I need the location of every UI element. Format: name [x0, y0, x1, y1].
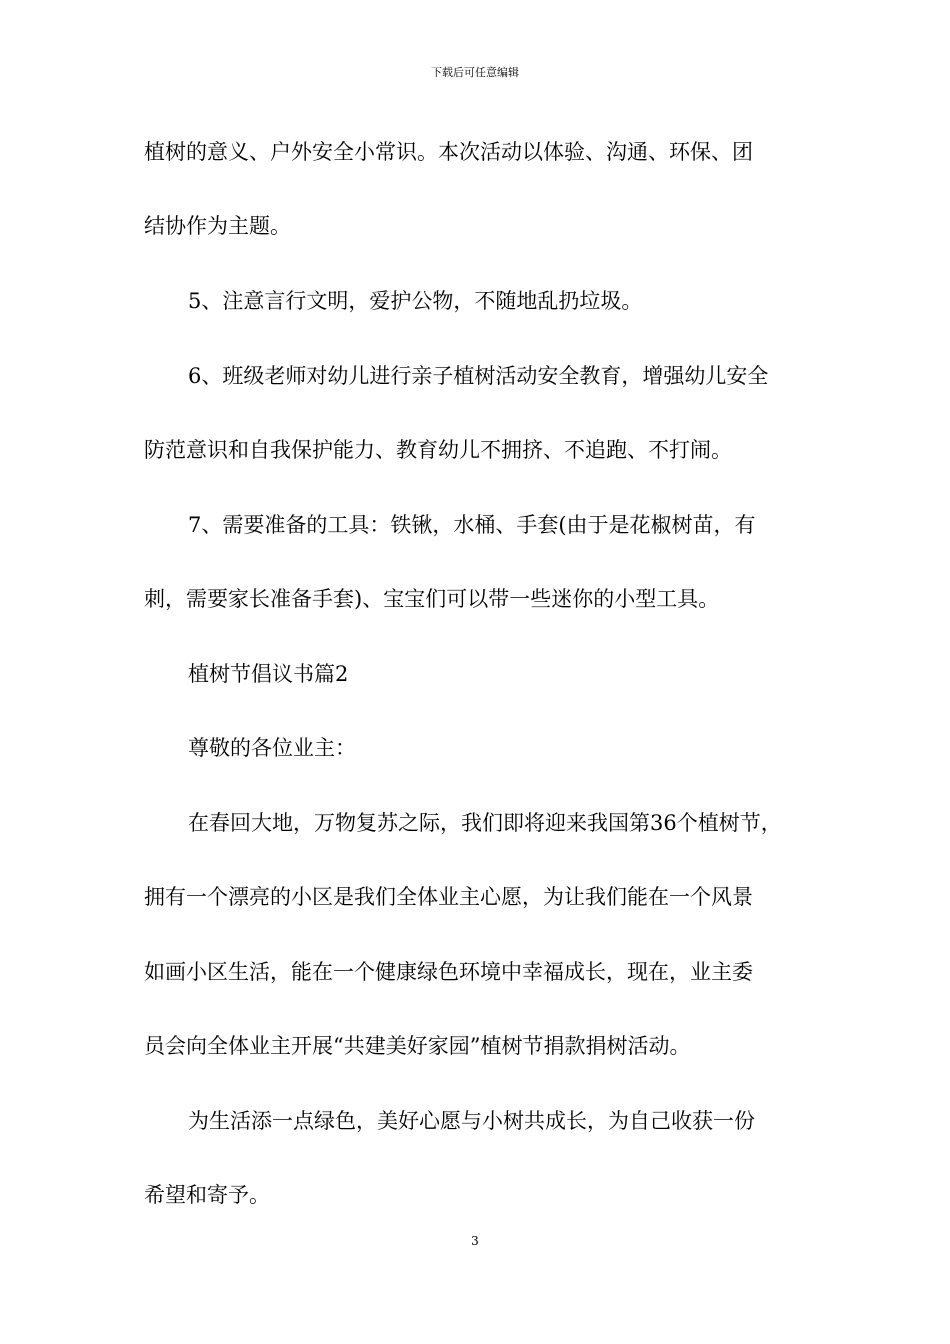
text-line: 防范意识和自我保护能力、教育幼儿不拥挤、不追跑、不打闹。: [144, 438, 732, 462]
text-line: 拥有一个漂亮的小区是我们全体业主心愿，为让我们能在一个风景: [144, 885, 753, 909]
text-line: 6、班级老师对幼儿进行亲子植树活动安全教育，增强幼儿安全: [188, 364, 769, 388]
text-line: 5、注意言行文明，爱护公物，不随地乱扔垃圾。: [188, 289, 643, 313]
salutation: 尊敬的各位业主：: [188, 736, 356, 760]
text-line: 结协作为主题。: [144, 214, 291, 238]
text-line: 为生活添一点绿色，美好心愿与小树共成长，为自己收获一份: [188, 1109, 755, 1133]
text-line: 7、需要准备的工具：铁锹，水桶、手套(由于是花椒树苗，有: [188, 513, 756, 537]
text-line: 员会向全体业主开展“共建美好家园”植树节捐款捐树活动。: [144, 1034, 691, 1058]
text-line: 如画小区生活，能在一个健康绿色环境中幸福成长，现在，业主委: [144, 960, 753, 984]
text-line: 在春回大地，万物复苏之际，我们即将迎来我国第36个植树节，: [188, 811, 782, 835]
text-line: 刺，需要家长准备手套)、宝宝们可以带一些迷你的小型工具。: [144, 587, 720, 611]
section-heading: 植树节倡议书篇2: [188, 662, 349, 686]
page-number: 3: [471, 1234, 479, 1248]
text-line: 希望和寄予。: [144, 1183, 270, 1207]
text-line: 植树的意义、户外安全小常识。本次活动以体验、沟通、环保、团: [144, 140, 753, 164]
page-header: 下载后可任意编辑: [431, 66, 519, 79]
